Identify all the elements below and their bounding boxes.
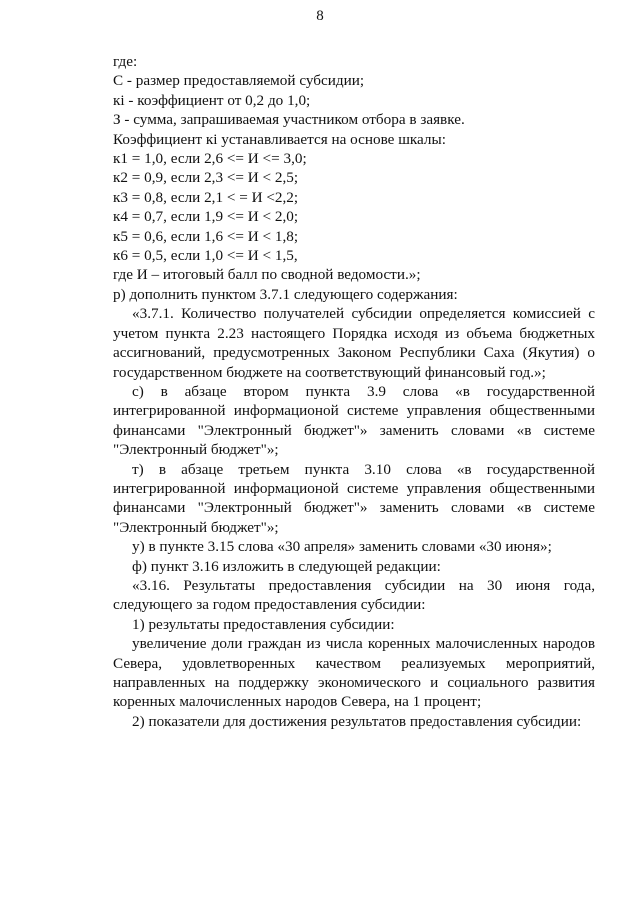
text-line: следующего за годом предоставления субсидии:	[113, 596, 426, 614]
text-line: где И – итоговый балл по сводной ведомости.»;	[113, 266, 421, 284]
text-line: Коэффициент кi устанавливается на основе шкалы:	[113, 130, 446, 148]
text-line: к6 = 0,5, если 1,0 <= И < 1,5,	[113, 247, 298, 265]
text-line: С - размер предоставляемой субсидии;	[113, 72, 365, 90]
text-line: "Электронный бюджет"»;	[113, 441, 279, 459]
paragraph-3-7-1	[113, 304, 595, 382]
text-line: ассигнований, предусмотренных Законом Республики Саха (Якутия) о	[113, 344, 595, 362]
formula-legend	[113, 52, 595, 304]
text-line: т) в абзаце третьем пункта 3.10 слова «в государственной	[132, 460, 595, 478]
text-line: государственном бюджете на соответствующий финансовый год.»;	[113, 363, 546, 381]
text-line: увеличение доли граждан из числа коренных малочисленных народов	[132, 635, 595, 653]
text-line: финансами "Электронный бюджет"» заменить словами «в системе	[113, 421, 595, 439]
text-line: кi - коэффициент от 0,2 до 1,0;	[113, 91, 311, 109]
document-body	[113, 52, 595, 731]
text-line: Севера, удовлетворенных качеством реализуемых мероприятий,	[113, 654, 595, 672]
page-number: 8	[316, 8, 324, 24]
paragraph-3-16	[113, 576, 595, 615]
text-line: коренных малочисленных народов Севера, на 1 процент;	[113, 693, 482, 711]
text-line: к2 = 0,9, если 2,3 <= И < 2,5;	[113, 169, 299, 187]
text-line: "Электронный бюджет"»;	[113, 518, 279, 536]
text-line: финансами "Электронный бюджет"» заменить словами «в системе	[113, 499, 595, 517]
text-line: р) дополнить пунктом 3.7.1 следующего содержания:	[113, 285, 458, 303]
paragraph-f: ф) пункт 3.16 изложить в следующей редакции:	[132, 557, 441, 575]
text-line: где:	[113, 53, 138, 70]
paragraph-u: у) в пункте 3.15 слова «30 апреля» заменить словами «30 июня»;	[132, 538, 552, 556]
paragraph-increase	[113, 634, 595, 712]
text-line: З - сумма, запрашиваемая участником отбора в заявке.	[113, 111, 465, 129]
text-line: интегрированной информационой системе управления общественными	[113, 479, 595, 497]
text-line: к3 = 0,8, если 2,1 < = И <2,2;	[113, 188, 299, 206]
text-line: учетом пункта 2.23 настоящего Порядка исходя из объема бюджетных	[113, 324, 595, 342]
paragraph-t	[113, 460, 595, 538]
list-item-2: 2) показатели для достижения результатов предоставления субсидии:	[132, 712, 582, 730]
text-line: к1 = 1,0, если 2,6 <= И <= 3,0;	[113, 150, 307, 168]
text-line: с) в абзаце втором пункта 3.9 слова «в государственной	[132, 382, 595, 400]
text-line: к4 = 0,7, если 1,9 <= И < 2,0;	[113, 208, 299, 226]
text-line: к5 = 0,6, если 1,6 <= И < 1,8;	[113, 227, 299, 245]
paragraph-c	[113, 382, 595, 460]
text-line: направленных на поддержку экономического и социального развития	[113, 674, 595, 691]
list-item-1: 1) результаты предоставления субсидии:	[132, 615, 395, 633]
text-line: «3.16. Результаты предоставления субсидии на 30 июня года,	[132, 576, 595, 594]
text-line: интегрированной информационой системе управления общественными	[113, 402, 595, 420]
text-line: «3.7.1. Количество получателей субсидии определяется комиссией с	[132, 305, 595, 323]
